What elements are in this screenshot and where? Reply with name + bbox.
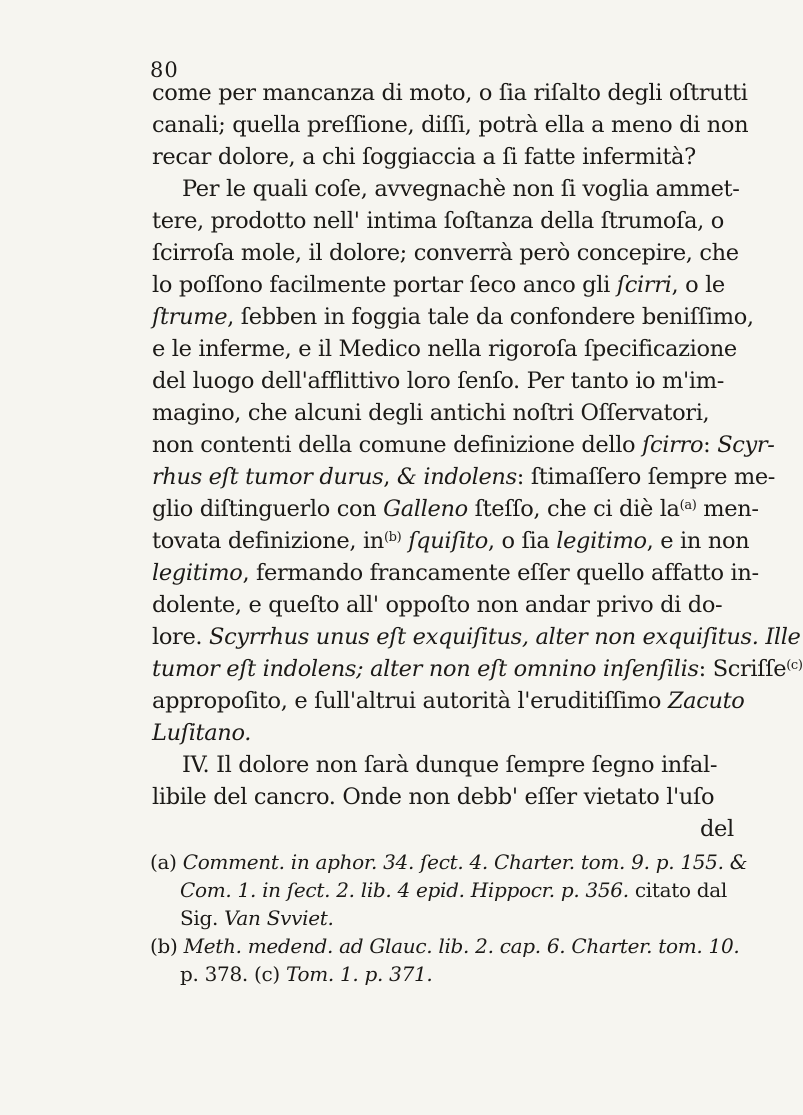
text-line: libile del cancro. Onde non debb' eſſer vietato l'uſo [152,784,715,810]
text-line: non contenti della comune definizione dello ſcirro: Scyr- [152,432,775,458]
text-line: e le inferme, e il Medico nella rigoroſa ſpecificazione [152,336,737,362]
footnote-ref-c: (c) [786,658,803,673]
footnote-a-cont: Com. 1. in ſect. 2. lib. 4 epid. Hippocr. p. 356. citato dal [180,878,727,902]
text-line: lo poſſono facilmente portar ſeco anco gli ſcirri, o le [152,272,725,298]
text-line: legitimo, fermando francamente eſſer quello affatto in- [152,560,759,586]
text-line: tovata definizione, $in^{(b)}$ ſquiſito, o ſia legitimo, e in non [152,528,750,554]
text-line: dolente, e queſto all' oppoſto non andar privo di do- [152,592,723,618]
text-line: lore. Scyrrhus unus eſt exquiſitus, alter non exquiſitus. Ille [152,624,801,650]
footnote-b: (b) Meth. medend. ad Glauc. lib. 2. cap. 6. Charter. tom. 10. [150,934,740,958]
footnote-ref-a: (a) [679,498,697,513]
text-line: tere, prodotto nell' intima ſoſtanza della ſtrumoſa, o [152,208,724,234]
text-line: canali; quella preſſione, diſſi, potrà ella a meno di non [152,112,749,138]
text-line: come per mancanza di moto, o ſia riſalto degli oſtrutti [152,80,748,106]
page-number: 80 [150,58,179,82]
text-line: ſtrume, ſebben in foggia tale da confondere beniſſimo, [152,304,754,330]
text-line: glio diſtinguerlo con Galleno ſteſſo, che ci diè $la^{(a)}$ men- [152,496,759,522]
text-line: Per le quali coſe, avvegnachè non ſi voglia ammet- [182,176,740,202]
footnote-ref-b: (b) [383,530,402,545]
catchword: del [700,816,734,842]
text-line: magino, che alcuni degli antichi noſtri Oſſervatori, [152,400,710,426]
text-line: tumor eſt indolens; alter non eſt omnino inſenſilis: Scriſſe$^{(c)}$ [152,656,803,682]
footnote-a-cont: Sig. Van Svviet. [180,906,334,930]
text-line: recar dolore, a chi ſoggiaccia a ſi fatte infermità? [152,144,696,170]
text-line: IV. Il dolore non ſarà dunque ſempre ſegno infal- [182,752,718,778]
text-line: Luſitano. [152,720,252,746]
footnote-a: (a) Comment. in aphor. 34. ſect. 4. Charter. tom. 9. p. 155. & [150,850,748,874]
text-line: rhus eſt tumor durus, & indolens: ſtimaſſero ſempre me- [152,464,776,490]
text-line: appropoſito, e ſull'altrui autorità l'eruditiſſimo Zacuto [152,688,745,714]
text-line: del luogo dell'afflittivo loro ſenſo. Per tanto io m'im- [152,368,724,394]
footnote-b-c: p. 378. (c) Tom. 1. p. 371. [180,962,433,986]
text-line: ſcirroſa mole, il dolore; converrà però concepire, che [152,240,739,266]
